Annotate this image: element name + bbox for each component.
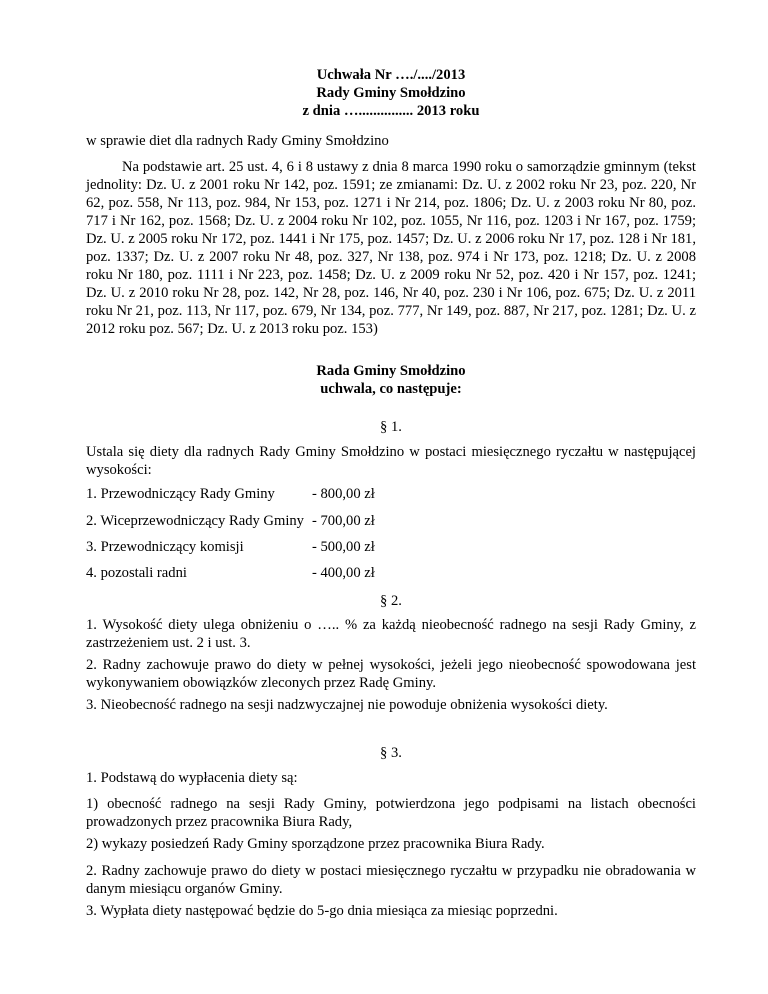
diet-role: 3. Przewodniczący komisji	[86, 539, 244, 555]
section-1-title: § 1.	[380, 419, 402, 435]
legal-basis: Na podstawie art. 25 ust. 4, 6 i 8 ustawy z dnia 8 marca 1990 roku o samorządzie gminnym (tekst jednolity: Dz. U. z 2001 roku Nr 142, poz. 1591; ze zmianami: Dz. U. z 2002 roku Nr 23, poz. 220, Nr 62, poz. 558, Nr 113, poz. 984, Nr 153, poz. 1271 i Nr 214, poz. 1806; Dz. U. z 2003 roku Nr 80, poz. 717 i Nr 162, poz. 1568; Dz. U. z 2004 roku Nr 102, poz. 1055, Nr 116, poz. 1203 i Nr 167, poz. 1759; Dz. U. z 2005 roku Nr 172, poz. 1441 i Nr 175, poz. 1457; Dz. U. z 2006 roku Nr 17, poz. 128 i Nr 181, poz. 1337; Dz. U. z 2007 roku Nr 48, poz. 327, Nr 138, poz. 974 i Nr 173, poz. 1218; Dz. U. z 2008 roku Nr 180, poz. 1111 i Nr 223, poz. 1458; Dz. U. z 2009 roku Nr 52, poz. 420 i Nr 157, poz. 1241; Dz. U. z 2010 roku Nr 28, poz. 142, Nr 28, poz. 146, Nr 40, poz. 230 i Nr 106, poz. 675; Dz. U. z 2011 roku Nr 21, poz. 113, Nr 117, poz. 679, Nr 134, poz. 777, Nr 149, poz. 887, Nr 217, poz. 1281; Dz. U. z 2012 roku poz. 567; Dz. U. z 2013 roku poz. 153)	[86, 159, 696, 337]
resolution-number: Uchwała Nr …./..../2013	[316, 67, 466, 83]
diet-amount: - 800,00 zł	[312, 486, 375, 502]
section-2-paragraph-3: 3. Nieobecność radnego na sesji nadzwyczajnej nie powoduje obniżenia wysokości diety.	[86, 697, 608, 713]
section-3-item-2: 2) wykazy posiedzeń Rady Gminy sporządzone przez pracownika Biura Rady.	[86, 836, 545, 852]
section-1-intro: Ustala się diety dla radnych Rady Gminy Smołdzino w postaci miesięcznego ryczałtu w następującej wysokości:	[86, 444, 696, 478]
diet-role: 2. Wiceprzewodniczący Rady Gminy	[86, 513, 304, 529]
resolution-header	[86, 66, 696, 120]
diet-row	[86, 512, 696, 530]
section-2-paragraph-1: 1. Wysokość diety ulega obniżeniu o ….. % za każdą nieobecność radnego na sesji Rady Gminy, z zastrzeżeniem ust. 2 i ust. 3.	[86, 617, 696, 651]
council-name: Rada Gminy Smołdzino	[316, 363, 466, 379]
diet-row	[86, 485, 696, 503]
section-2-title: § 2.	[380, 593, 402, 609]
diet-amount: - 500,00 zł	[312, 539, 375, 555]
diet-amount: - 400,00 zł	[312, 565, 375, 581]
section-3-title: § 3.	[380, 745, 402, 761]
section-3-paragraph-2: 2. Radny zachowuje prawo do diety w postaci miesięcznego ryczałtu w przypadku nie obradowania w danym miesiącu organów Gminy.	[86, 863, 696, 897]
diet-row	[86, 538, 696, 556]
section-3-item-1: 1) obecność radnego na sesji Rady Gminy, potwierdzona jego podpisami na listach obecności prowadzonych przez pracownika Biura Rady,	[86, 796, 696, 830]
diet-role: 4. pozostali radni	[86, 565, 187, 581]
section-3-paragraph-3: 3. Wypłata diety następować będzie do 5-go dnia miesiąca za miesiąc poprzedni.	[86, 903, 558, 919]
council-resolves: uchwala, co następuje:	[320, 381, 462, 397]
resolution-council: Rady Gminy Smołdzino	[316, 85, 466, 101]
council-decision-header	[86, 362, 696, 398]
diet-amount: - 700,00 zł	[312, 513, 375, 529]
diet-row	[86, 564, 696, 582]
section-2-paragraph-2: 2. Radny zachowuje prawo do diety w pełnej wysokości, jeżeli jego nieobecność spowodowana jest wykonywaniem obowiązków zleconych przez Radę Gminy.	[86, 657, 696, 691]
resolution-subject: w sprawie diet dla radnych Rady Gminy Smołdzino	[86, 133, 389, 149]
section-3-paragraph-1: 1. Podstawą do wypłacenia diety są:	[86, 770, 298, 786]
resolution-date: z dnia …............... 2013 roku	[302, 103, 480, 119]
diet-role: 1. Przewodniczący Rady Gminy	[86, 486, 275, 502]
